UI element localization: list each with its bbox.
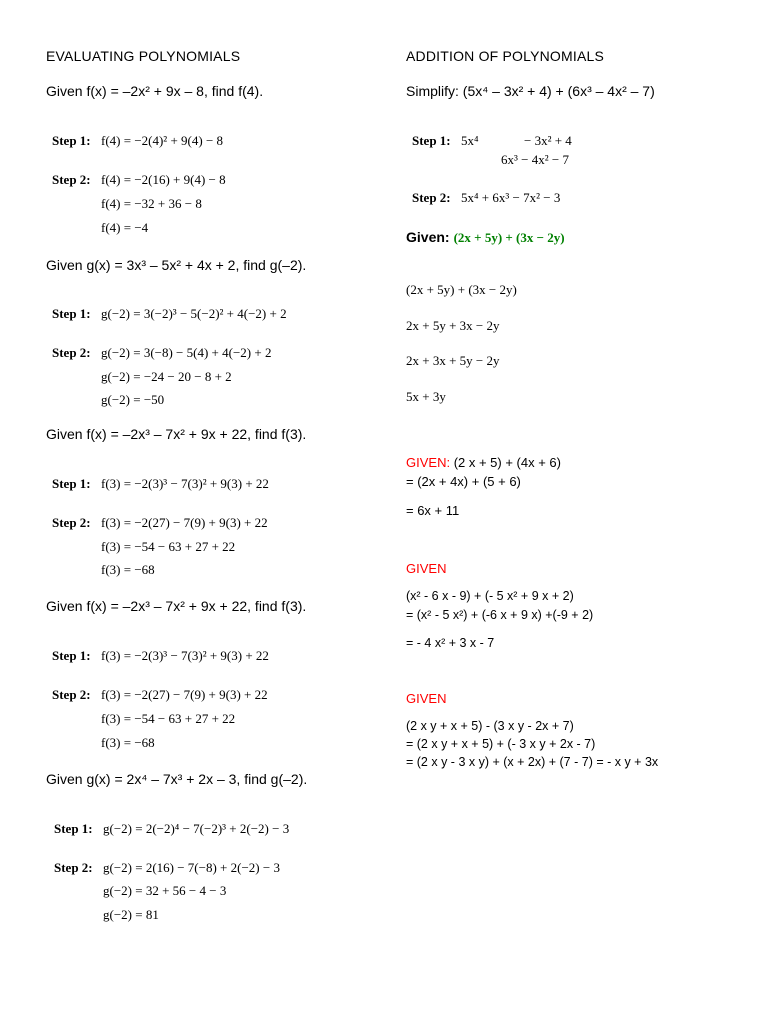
problem-2-step1: g(−2) = 3(−2)³ − 5(−2)² + 4(−2) + 2: [101, 306, 287, 321]
given1-line-2: = 6x + 11: [406, 503, 460, 518]
given2-label: GIVEN: [406, 561, 447, 576]
green-given-line: [406, 229, 565, 247]
problem-3-step2-line-3: f(3) = −68: [101, 562, 155, 577]
problem-2-step2-line-1: g(−2) = 3(−8) − 5(4) + 4(−2) + 2: [101, 345, 272, 360]
green-line-4: 5x + 3y: [406, 389, 446, 404]
problem-3-step2-line-1: f(3) = −2(27) − 7(9) + 9(3) + 22: [101, 515, 268, 530]
problem-4-step2-line-1: f(3) = −2(27) − 7(9) + 9(3) + 22: [101, 687, 268, 702]
problem-1-given: Given f(x) = –2x² + 9x – 8, find f(4).: [46, 83, 264, 99]
given1-line: [406, 455, 561, 470]
problem-5-step2-line-1: g(−2) = 2(16) − 7(−8) + 2(−2) − 3: [103, 860, 280, 875]
addition-step2: 5x⁴ + 6x³ − 7x² − 3: [461, 190, 561, 205]
problem-5-step1-label: Step 1:: [54, 821, 93, 836]
addition-step1-line-a-right: − 3x² + 4: [524, 133, 572, 148]
problem-2-step2-line-3: g(−2) = −50: [101, 392, 165, 407]
given3-label: GIVEN: [406, 691, 447, 706]
problem-4-step2-label: Step 2:: [52, 687, 91, 702]
given3-line-1: (2 x y + x + 5) - (3 x y - 2x + 7): [406, 719, 574, 733]
addition-step1-line-a-left: 5x⁴: [461, 133, 479, 148]
problem-1-step1: f(4) = −2(4)² + 9(4) − 8: [101, 133, 224, 148]
green-line-3: 2x + 3x + 5y − 2y: [406, 353, 500, 368]
problem-4-step2-line-2: f(3) = −54 − 63 + 27 + 22: [101, 711, 236, 726]
problem-3-step1-label: Step 1:: [52, 476, 91, 491]
problem-5-step2-label: Step 2:: [54, 860, 93, 875]
given2-line-3: = - 4 x² + 3 x - 7: [406, 636, 495, 650]
problem-2-step1-label: Step 1:: [52, 306, 91, 321]
problem-5-step2-line-3: g(−2) = 81: [103, 907, 159, 922]
addition-step2-label: Step 2:: [412, 190, 451, 205]
problem-5-step2-line-2: g(−2) = 32 + 56 − 4 − 3: [103, 883, 227, 898]
green-line-2: 2x + 5y + 3x − 2y: [406, 318, 500, 333]
given2-line-1: (x² - 6 x - 9) + (- 5 x² + 9 x + 2): [406, 589, 574, 603]
addition-step1-label: Step 1:: [412, 133, 451, 148]
simplify-given: Simplify: (5x⁴ – 3x² + 4) + (6x³ – 4x² – 7): [406, 83, 655, 99]
problem-2-given: Given g(x) = 3x³ – 5x² + 4x + 2, find g(–2).: [46, 257, 307, 273]
problem-4-step2-line-3: f(3) = −68: [101, 735, 155, 750]
problem-1-step1-label: Step 1:: [52, 133, 91, 148]
problem-1-step2-label: Step 2:: [52, 172, 91, 187]
given2-line-2: = (x² - 5 x²) + (-6 x + 9 x) +(-9 + 2): [406, 608, 594, 622]
green-given-expr: (2x + 5y) + (3x − 2y): [453, 230, 565, 245]
problem-3-step2-label: Step 2:: [52, 515, 91, 530]
problem-5-step1: g(−2) = 2(−2)⁴ − 7(−2)³ + 2(−2) − 3: [103, 821, 290, 836]
problem-4-step1: f(3) = −2(3)³ − 7(3)² + 9(3) + 22: [101, 648, 269, 663]
problem-4-step1-label: Step 1:: [52, 648, 91, 663]
addition-step1-line-b: 6x³ − 4x² − 7: [501, 152, 569, 167]
green-line-1: (2x + 5y) + (3x − 2y): [406, 282, 517, 297]
problem-4-given: Given f(x) = –2x³ – 7x² + 9x + 22, find f(3).: [46, 598, 307, 614]
given1-expr: (2 x + 5) + (4x + 6): [450, 455, 561, 470]
problem-1-step2-line-3: f(4) = −4: [101, 220, 149, 235]
given1-label: GIVEN:: [406, 455, 451, 470]
problem-1-step2-line-1: f(4) = −2(16) + 9(4) − 8: [101, 172, 226, 187]
problem-2-step2-label: Step 2:: [52, 345, 91, 360]
problem-3-given: Given f(x) = –2x³ – 7x² + 9x + 22, find f(3).: [46, 426, 307, 442]
problem-3-step2-line-2: f(3) = −54 − 63 + 27 + 22: [101, 539, 236, 554]
evaluating-heading: EVALUATING POLYNOMIALS: [46, 48, 241, 64]
given3-line-3: = (2 x y - 3 x y) + (x + 2x) + (7 - 7) = - x y + 3x: [406, 755, 659, 769]
given1-line-1: = (2x + 4x) + (5 + 6): [406, 474, 521, 489]
addition-heading: ADDITION OF POLYNOMIALS: [406, 48, 605, 64]
problem-3-step1: f(3) = −2(3)³ − 7(3)² + 9(3) + 22: [101, 476, 269, 491]
problem-2-step2-line-2: g(−2) = −24 − 20 − 8 + 2: [101, 369, 232, 384]
green-given-label: Given:: [406, 229, 450, 245]
problem-5-given: Given g(x) = 2x⁴ – 7x³ + 2x – 3, find g(–2).: [46, 771, 308, 787]
given3-line-2: = (2 x y + x + 5) + (- 3 x y + 2x - 7): [406, 737, 596, 751]
problem-1-step2-line-2: f(4) = −32 + 36 − 8: [101, 196, 202, 211]
